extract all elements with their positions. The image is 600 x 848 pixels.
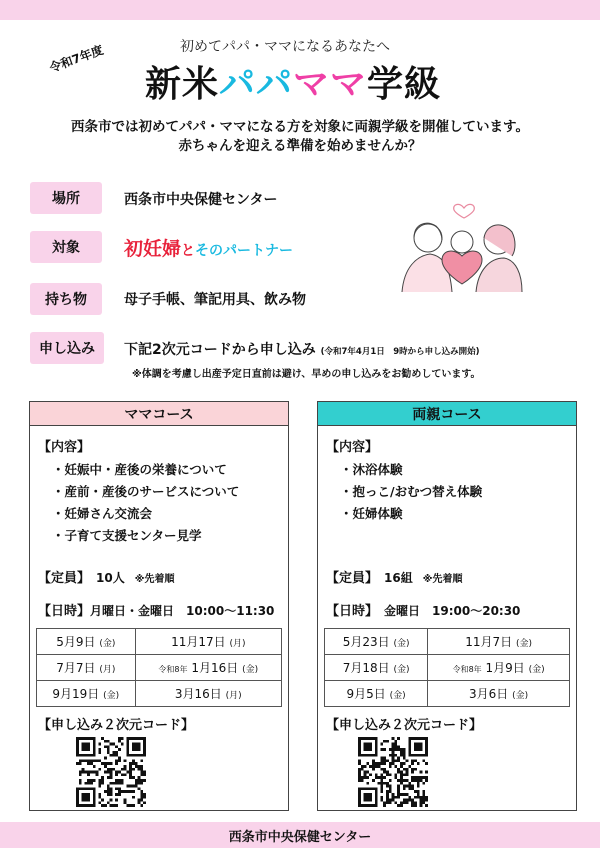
intro-line-1: 西条市では初めてパパ・ママになる方を対象に両親学級を開催しています。 (71, 119, 529, 135)
target-label: 対象 (30, 231, 102, 263)
schedule-cell: 5月9日 (金) (37, 629, 136, 655)
target-main: 初妊婦 (124, 238, 182, 260)
both-qr-code[interactable] (358, 737, 428, 807)
bring-label: 持ち物 (30, 283, 102, 315)
apply-value (124, 339, 480, 359)
both-capacity (326, 567, 462, 586)
list-item: ・妊婦体験 (340, 506, 403, 521)
target-value (124, 234, 293, 261)
table-row (37, 681, 282, 707)
schedule-cell: 令和8年 1月16日 (金) (135, 655, 281, 681)
title-part-papa: パパ (219, 64, 294, 105)
both-qr-label: 【申し込み２次元コード】 (326, 718, 483, 733)
list-item: ・産前・産後のサービスについて (52, 484, 240, 499)
footer-band (0, 822, 600, 848)
mama-course-title: ママコース (30, 402, 288, 426)
both-capacity-label: 【定員】 (326, 571, 379, 586)
both-capacity-value: 16組 (384, 571, 413, 585)
title-part-gakkyu: 学級 (367, 64, 442, 105)
mama-capacity (38, 567, 174, 586)
both-course-box (317, 401, 577, 811)
table-row (325, 655, 570, 681)
intro-line-2: 赤ちゃんを迎える準備を始めませんか？ (178, 138, 422, 154)
mama-content-label: 【内容】 (38, 440, 91, 455)
target-and: と (181, 243, 196, 259)
mama-capacity-value: 10人 (96, 571, 125, 585)
title-part-shinmai: 新米 (145, 64, 220, 105)
page-subtitle: 初めてパパ・ママになるあなたへ (180, 39, 390, 55)
family-heart-illustration (398, 198, 526, 298)
caution-note: ※体調を考慮し出産予定日直前は避け、早めの申し込みをお勧めしています。 (132, 369, 481, 380)
schedule-cell: 7月7日 (月) (37, 655, 136, 681)
schedule-cell: 3月16日 (月) (135, 681, 281, 707)
both-datetime-label: 【日時】 (326, 604, 379, 619)
target-partner: そのパートナー (195, 243, 294, 259)
mama-qr-label: 【申し込み２次元コード】 (38, 718, 195, 733)
both-datetime (326, 600, 520, 619)
apply-label: 申し込み (30, 332, 104, 364)
both-content-list (340, 460, 482, 526)
schedule-cell: 9月5日 (金) (325, 681, 428, 707)
schedule-cell: 7月18日 (金) (325, 655, 428, 681)
bring-value: 母子手帳、筆記用具、飲み物 (124, 292, 306, 308)
schedule-cell: 11月17日 (月) (135, 629, 281, 655)
mama-schedule-table (36, 628, 282, 707)
schedule-cell: 11月7日 (金) (428, 629, 570, 655)
list-item: ・沐浴体験 (340, 462, 403, 477)
table-row (37, 629, 282, 655)
mama-content-list (52, 460, 239, 548)
table-row (37, 655, 282, 681)
list-item: ・抱っこ/おむつ替え体験 (340, 484, 483, 499)
title-part-mama: ママ (293, 64, 368, 105)
schedule-cell: 令和8年 1月9日 (金) (428, 655, 570, 681)
both-course-title: 両親コース (318, 402, 576, 426)
top-band (0, 0, 600, 20)
schedule-cell: 9月19日 (金) (37, 681, 136, 707)
apply-note: (令和7年4月1日 9時から申し込み開始) (320, 347, 480, 357)
mama-capacity-note: ※先着順 (134, 574, 175, 585)
year-badge: 令和7年度 (47, 42, 106, 76)
list-item: ・子育て支援センター見学 (52, 528, 202, 543)
both-content-label: 【内容】 (326, 440, 379, 455)
place-value: 西条市中央保健センター (124, 192, 278, 208)
table-row (325, 681, 570, 707)
mama-datetime-value: 月曜日・金曜日 10:00～11:30 (90, 604, 275, 618)
both-schedule-table (324, 628, 570, 707)
place-label: 場所 (30, 182, 102, 214)
both-capacity-note: ※先着順 (422, 574, 463, 585)
footer-text: 西条市中央保健センター (228, 829, 372, 845)
table-row (325, 629, 570, 655)
list-item: ・妊娠中・産後の栄養について (52, 462, 227, 477)
page-title (145, 56, 441, 107)
both-datetime-value: 金曜日 19:00～20:30 (384, 604, 521, 618)
mama-capacity-label: 【定員】 (38, 571, 91, 586)
intro-text (20, 118, 580, 156)
mama-qr-code[interactable] (76, 737, 146, 807)
mama-datetime (38, 600, 274, 619)
schedule-cell: 5月23日 (金) (325, 629, 428, 655)
mama-datetime-label: 【日時】 (38, 604, 91, 619)
apply-main: 下記2次元コードから申し込み (124, 342, 316, 358)
mama-course-box (29, 401, 289, 811)
schedule-cell: 3月6日 (金) (428, 681, 570, 707)
list-item: ・妊婦さん交流会 (52, 506, 153, 521)
